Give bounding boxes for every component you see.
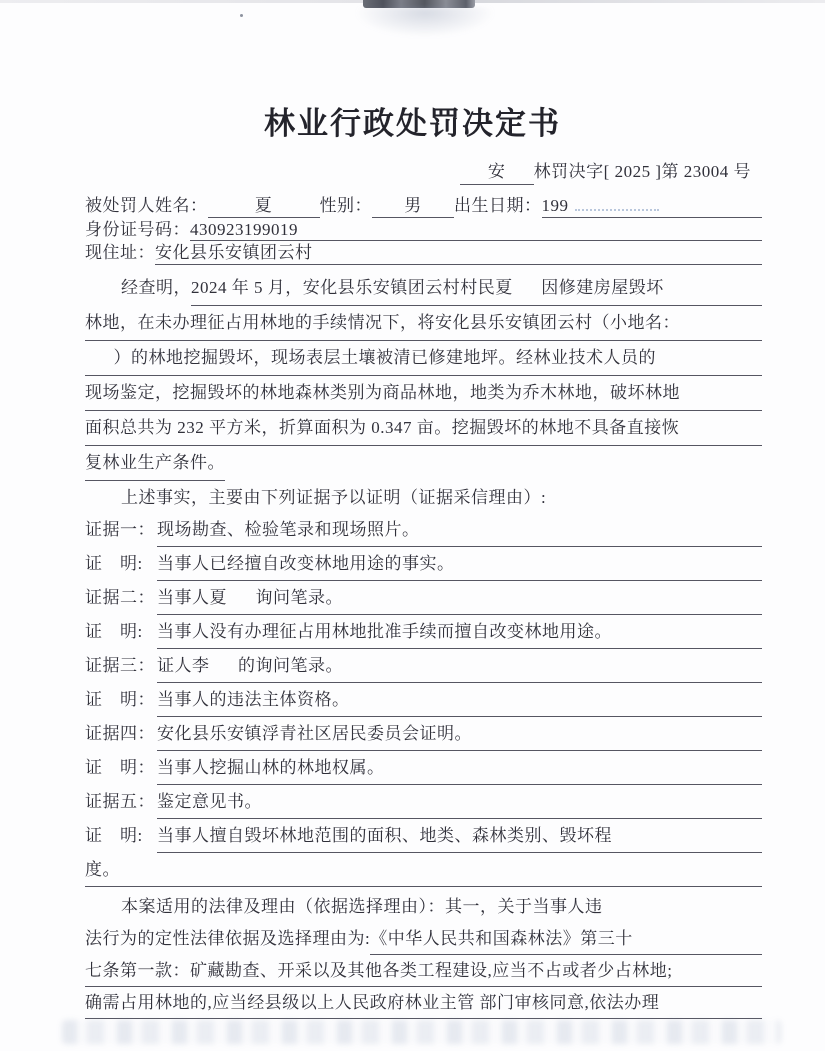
findings-section xyxy=(85,271,762,481)
gender-value-field: 男 xyxy=(372,194,454,218)
legal-basis-section xyxy=(85,891,762,1019)
evidence-content-field: 当事人的违法主体资格。 xyxy=(157,683,762,717)
document-body xyxy=(85,184,762,1019)
evidence-row xyxy=(85,581,762,615)
findings-line xyxy=(85,411,762,446)
evidence-content-field: 鉴定意见书。 xyxy=(157,785,762,819)
document-title: 林业行政处罚决定书 xyxy=(264,106,561,141)
evidence-row xyxy=(85,683,762,717)
evidence-content-field: 现场勘查、检验笔录和现场照片。 xyxy=(157,513,762,547)
redaction-dots xyxy=(575,197,659,211)
evidence-content-field: 当事人没有办理征占用林地批准手续而擅自改变林地用途。 xyxy=(157,615,762,649)
address-value-field xyxy=(155,241,762,265)
findings-line xyxy=(85,306,762,341)
evidence-row xyxy=(85,717,762,751)
evidence-label: 证 明: xyxy=(85,825,143,845)
findings-line-text: 现场鉴定，挖掘毁坏的林地森林类别为商品林地，地类为乔木林地，破坏林地 xyxy=(85,376,762,411)
evidence-row xyxy=(85,513,762,547)
bleed-through-artifact xyxy=(62,1020,781,1044)
evidence-row xyxy=(85,785,762,819)
evidence-label: 证 明: xyxy=(85,553,143,573)
evidence-content-field: 当事人擅自毁坏林地范围的面积、地类、森林类别、毁坏程 xyxy=(157,819,762,853)
evidence-content-field: 当事人夏 询问笔录。 xyxy=(157,581,762,615)
party-info-section xyxy=(85,194,762,265)
legal-line xyxy=(85,955,762,987)
name-value-field: 夏 xyxy=(208,194,320,218)
evidence-label: 证据四： xyxy=(85,723,155,743)
evidence-content-field: 安化县乐安镇浮青社区居民委员会证明。 xyxy=(157,717,762,751)
gender-label: 性别： xyxy=(319,196,372,215)
evidence-row xyxy=(85,751,762,785)
evidence-intro-text: 上述事实，主要由下列证据予以证明（证据采信理由）: xyxy=(121,487,547,507)
id-label: 身份证号码： xyxy=(85,219,190,239)
findings-lead: 经查明， xyxy=(121,277,191,297)
findings-line-text: 复林业生产条件。 xyxy=(85,446,225,481)
evidence-content-field: 当事人挖掘山林的林地权属。 xyxy=(157,751,762,785)
document-number: 林罚决字[ 2025 ]第 23004 号 xyxy=(533,162,751,181)
document-number-line xyxy=(0,160,751,185)
findings-line xyxy=(85,446,762,481)
evidence-label: 证 明： xyxy=(85,757,155,777)
evidence-label: 证据二： xyxy=(85,587,155,607)
address-row xyxy=(85,241,762,265)
birth-value-field xyxy=(542,194,763,218)
findings-line-text: 2024 年 5 月，安化县乐安镇团云村村民夏 因修建房屋毁坏 xyxy=(191,271,762,306)
evidence-label: 证 明： xyxy=(85,689,155,709)
legal-line-text: 本案适用的法律及理由（依据选择理由）：其一，关于当事人违 xyxy=(121,896,603,916)
evidence-label: 证据一： xyxy=(85,519,155,539)
id-value-part2: 19 xyxy=(280,219,298,239)
legal-line-underlined: 《中华人民共和国森林法》第三十 xyxy=(370,923,762,955)
id-number-row xyxy=(85,218,762,242)
evidence-continuation-row xyxy=(85,853,762,887)
findings-line xyxy=(85,271,762,306)
legal-line-text: 七条第一款：矿藏勘查、开采以及其他各类工程建设,应当不占或者少占林地; xyxy=(85,955,762,987)
name-label: 被处罚人姓名： xyxy=(85,196,208,215)
legal-line xyxy=(85,987,762,1019)
agency-blank-field: 安 xyxy=(460,160,534,185)
evidence-label: 证 明: xyxy=(85,621,143,641)
evidence-label: 证据五： xyxy=(85,791,155,811)
findings-line-text: ）的林地挖掘毁坏，现场表层土壤被清已修建地坪。经林业技术人员的 xyxy=(85,341,762,376)
scan-speck-artifact xyxy=(240,14,243,17)
address-label: 现住址： xyxy=(85,243,155,262)
evidence-row xyxy=(85,819,762,853)
name-gender-birth-row xyxy=(85,194,762,218)
address-value: 安化县乐安镇团云村 xyxy=(155,243,313,262)
id-value-part1: 4309231990 xyxy=(190,219,280,239)
findings-line-text: 林地，在未办理征占用林地的手续情况下，将安化县乐安镇团云村（小地名： xyxy=(85,306,762,341)
legal-line-text: 确需占用林地的,应当经县级以上人民政府林业主管 部门审核同意,依法办理 xyxy=(85,987,762,1019)
evidence-content-field: 当事人已经擅自改变林地用途的事实。 xyxy=(157,547,762,581)
evidence-row xyxy=(85,615,762,649)
legal-line xyxy=(85,923,762,955)
findings-line xyxy=(85,376,762,411)
evidence-row xyxy=(85,649,762,683)
evidence-section xyxy=(85,513,762,887)
evidence-content-field: 度。 xyxy=(85,853,762,887)
scan-smudge-soft-artifact xyxy=(355,7,495,37)
id-value-field xyxy=(190,218,762,242)
findings-line-text: 面积总共为 232 平方米，折算面积为 0.347 亩。挖掘毁坏的林地不具备直接恢 xyxy=(85,411,762,446)
evidence-row xyxy=(85,547,762,581)
evidence-label: 证据三： xyxy=(85,655,155,675)
legal-line-plain: 法行为的定性法律依据及选择理由为: xyxy=(85,928,371,948)
legal-line xyxy=(85,891,762,923)
findings-line xyxy=(85,341,762,376)
birth-value: 199 xyxy=(541,196,569,215)
birth-label: 出生日期： xyxy=(454,196,542,215)
evidence-content-field: 证人李 的询问笔录。 xyxy=(157,649,762,683)
evidence-intro xyxy=(85,483,762,513)
